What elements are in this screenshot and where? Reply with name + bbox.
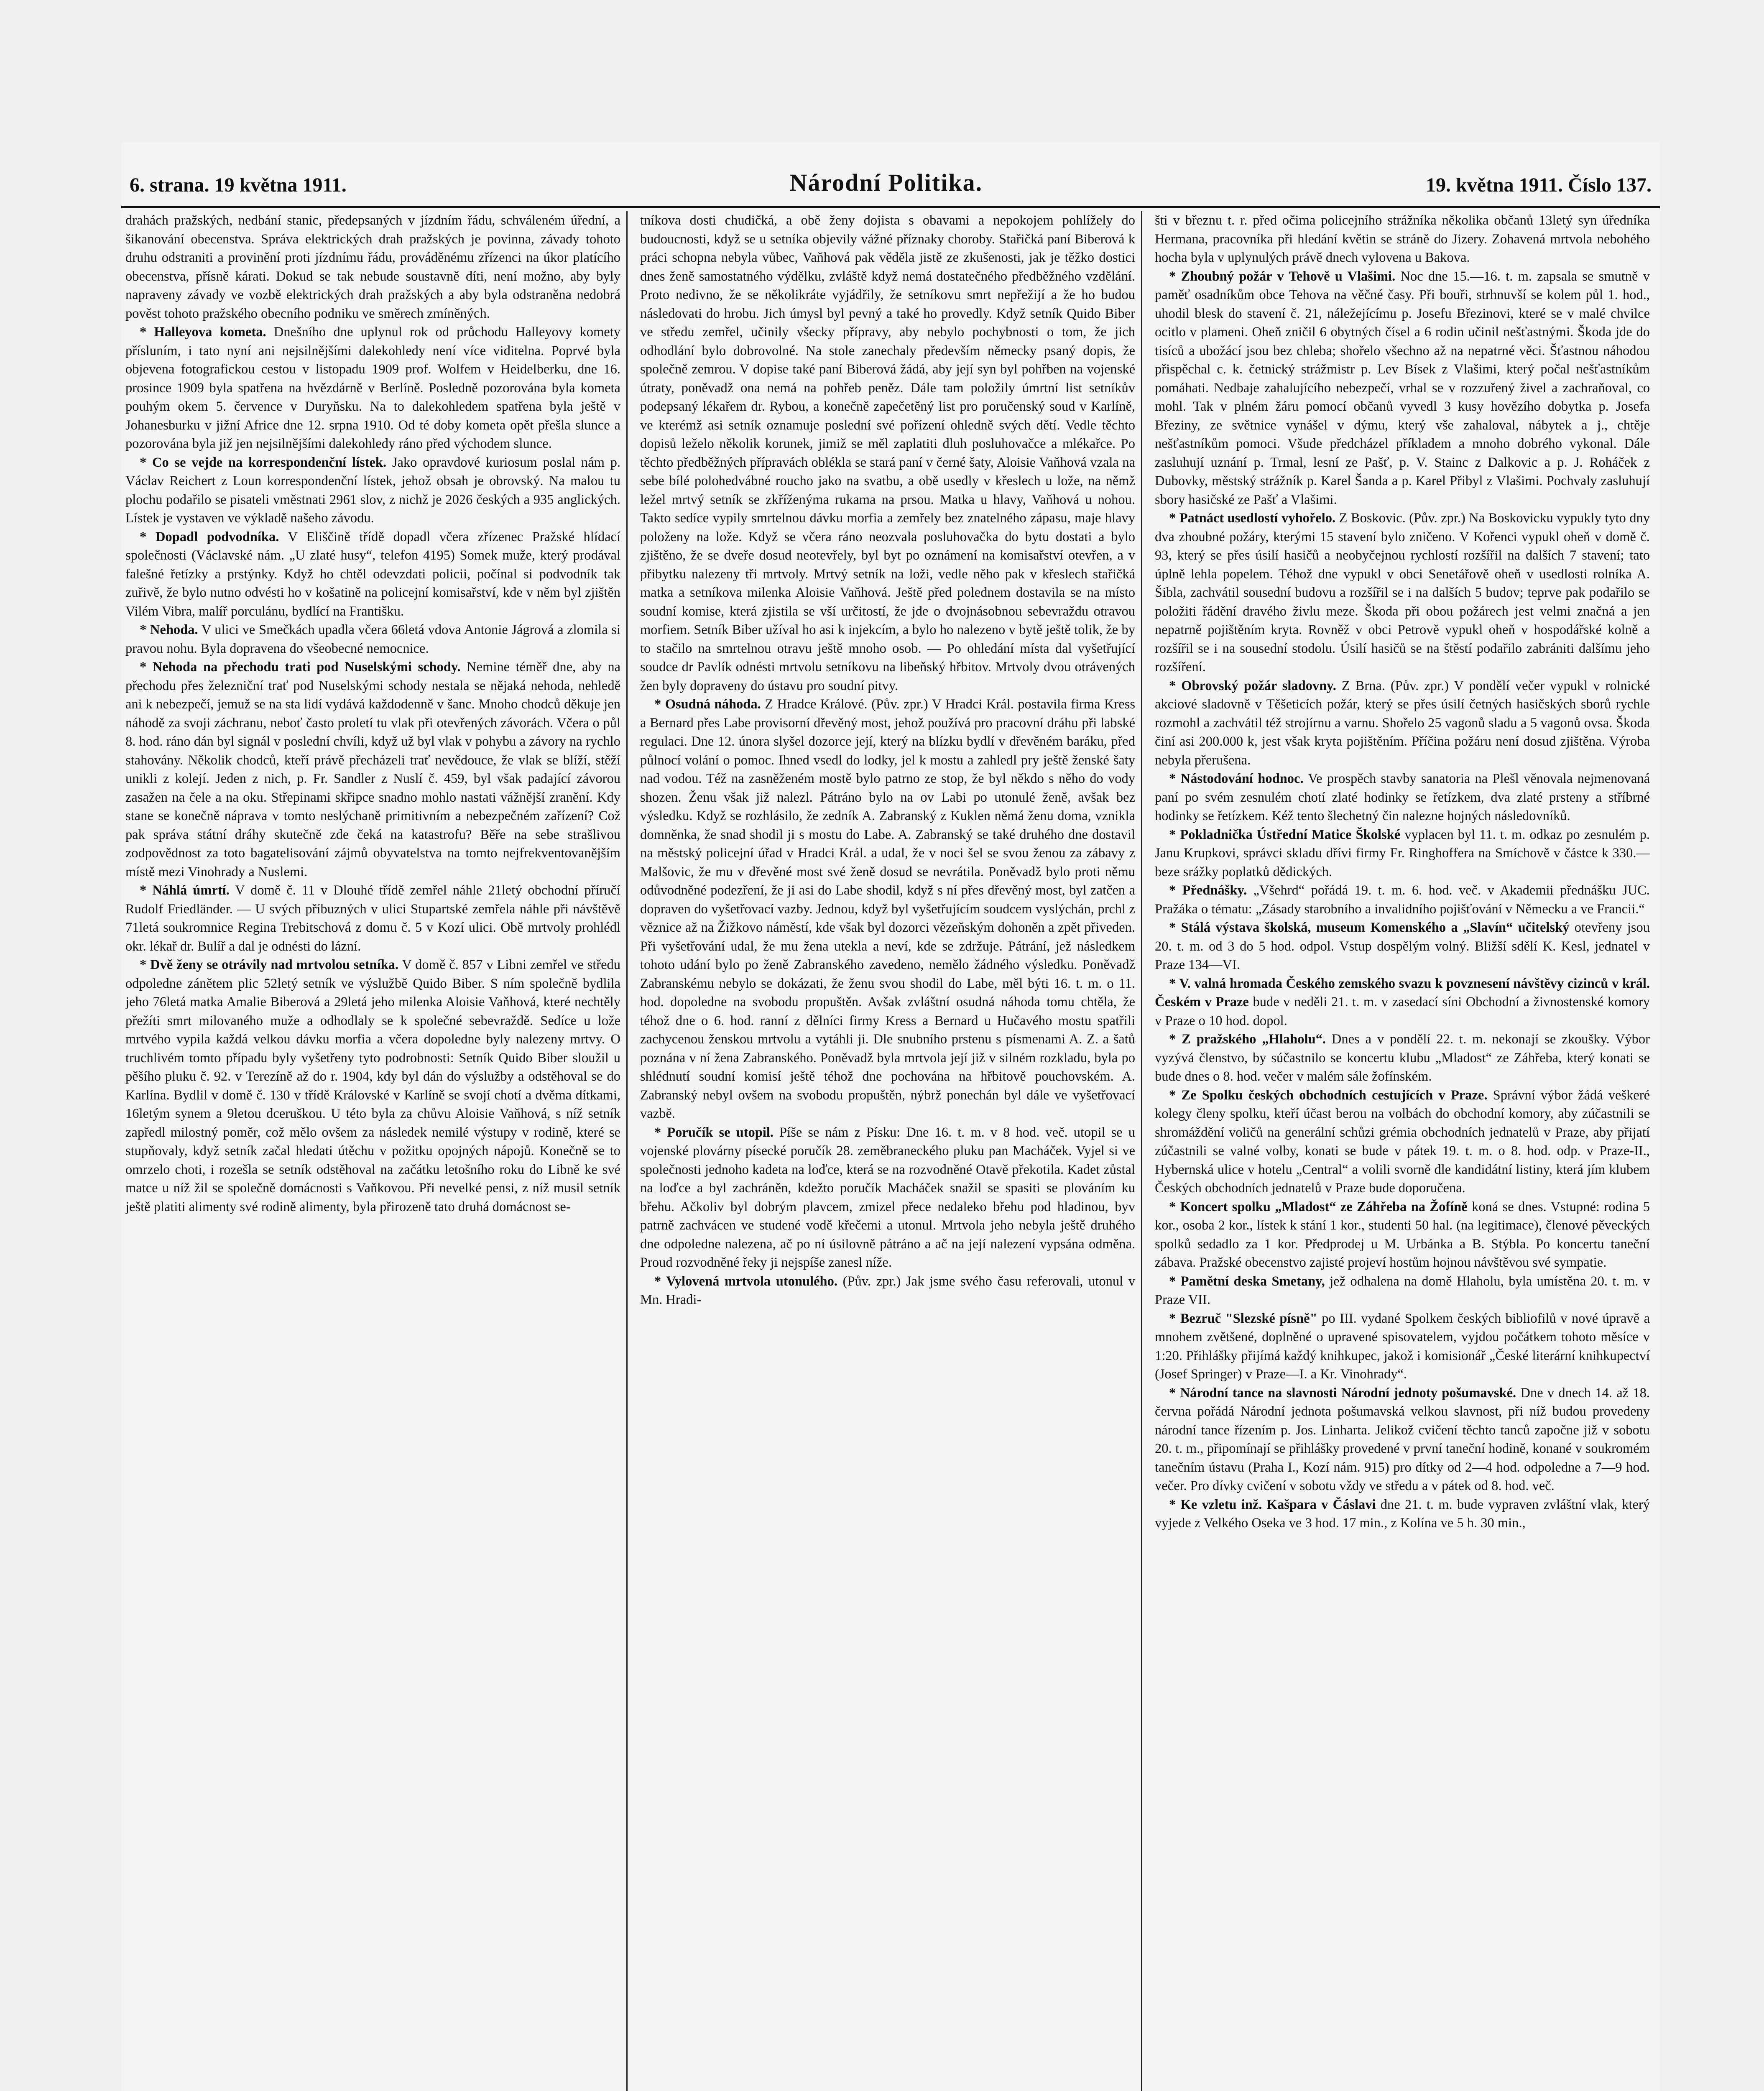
column-3 bbox=[1155, 211, 1656, 2091]
article-paragraph bbox=[125, 211, 620, 323]
article-text: jež odhalena na domě Hlaholu, byla umístěna 20. t. m. v Praze VII. bbox=[1155, 1273, 1650, 1307]
article-paragraph bbox=[1155, 918, 1650, 974]
article-text: dne 21. t. m. bude vypraven zvláštní vlak, který vyjede z Velkého Oseka ve 3 hod. 17 min., z Kolína ve 5 h. 30 min., bbox=[1155, 1497, 1650, 1531]
article-paragraph bbox=[1155, 769, 1650, 826]
article-paragraph bbox=[640, 1272, 1135, 1309]
article-heading: * Poručík se utopil. bbox=[654, 1125, 774, 1140]
header-rule bbox=[121, 206, 1660, 208]
article-text: V domě č. 857 v Libni zemřel ve středu odpoledne zánětem plic 52letý setník ve výslužbě Quido Biber. S ním společně bydlila jeho 76letá matka Amalie Biberová a 29letá jeho milenka Aloisie Vaňhová, které nechtěly přežíti smrt milovaného muže a odhodlaly se k společné sebevraždě. Sedíce u lože mrtvého vypila každá velkou dávku morfia a včera dopoledne byly nalezeny mrtvy. O truchlivém tomto případu byly vyšetřeny tyto podrobnosti: Setník Quido Biber sloužil u pěšího pluku č. 92. v Terezíně až do r. 1904, kdy byl dán do výslužby a odstěhoval se do Karlína. Bydlil v domě č. 130 v třídě Královské v Karlíně se svojí chotí a dvěma dítkami, 16letým synem a 9letou dceruškou. U této byla za chůvu Aloisie Vaňhová, s níž setník zapředl milostný poměr, což mělo ovšem za následek nemilé výstupy v rodině, které se stupňovaly, když setník začal hledati útěchu v požitku opojných nápojů. Konečně se to omrzelo choti, i rozešla se setník odstěhoval na začátku letošního roku do Libně ke své matce u níž žil se společně domácnosti s Vaňkovou. Při nevelké pensi, z níž musil setník ještě platiti alimenty své rodině alimenty, byla přirozeně tato druhá domácnost se- bbox=[125, 957, 620, 1214]
article-heading: * Bezruč "Slezské písně" bbox=[1169, 1311, 1317, 1326]
article-heading: * Nehoda na přechodu trati pod Nuselskými schody. bbox=[140, 660, 461, 675]
article-text: V ulici ve Smečkách upadla včera 66letá vdova Antonie Jágrová a zlomila si pravou nohu. Byla dopravena do všeobecné nemocnice. bbox=[125, 622, 620, 656]
article-paragraph bbox=[1155, 1030, 1650, 1086]
article-paragraph bbox=[1155, 1086, 1650, 1198]
article-heading: * Ke vzletu inž. Kašpara v Čáslavi bbox=[1169, 1497, 1376, 1512]
article-heading: * Zhoubný požár v Tehově u Vlašimi. bbox=[1169, 268, 1396, 284]
article-text: Ve prospěch stavby sanatoria na Plešl věnovala nejmenovaná paní po svém zesnulém chotí zlaté hodinky se řetízkem, dva zlaté prsteny a stříbrné hodinky se řetízkem. Kéž tento šlechetný čin nalezne hojných následovníků. bbox=[1155, 771, 1650, 823]
article-paragraph bbox=[1155, 1384, 1650, 1495]
article-paragraph bbox=[1155, 1272, 1650, 1309]
header-left: 6. strana. 19 května 1911. bbox=[130, 174, 347, 196]
article-text: Z Brna. (Pův. zpr.) V pondělí večer vypukl v rolnické akciové sladovně v Těšeticích požár, který se přes úsilí četných hasičských sborů rychle rozmohl a zachvátil též strojírnu a varnu. Shořelo 25 vagonů sladu a 5 vagonů ovsa. Škoda činí asi 200.000 k, jest však kryta pojištěním. Příčina požáru není dosud zjištěna. Výroba nebyla přerušena. bbox=[1155, 678, 1650, 768]
article-heading: * Nástodování hodnoc. bbox=[1169, 771, 1304, 786]
article-paragraph bbox=[1155, 267, 1650, 509]
article-text: drahách pražských, nedbání stanic, předepsaných v jízdním řádu, schváleném úřední, a šikanování obecenstva. Správa elektrických drah pražských je povinna, závady tohoto druhu odstraniti a provinění proti jízdnímu řádu, prováděnému zřízenci na úkor platícího obecenstva, přísně kárati. Dokud se tak nebude soustavně díti, není možno, aby byly napraveny závady ve vozbě elektrických drah pražských a aby byla odstraněna nedobrá pověst tohoto pražského obecního podniku ve směrech zmíněných. bbox=[125, 213, 620, 321]
article-paragraph bbox=[1155, 881, 1650, 918]
article-text: Píše se nám z Písku: Dne 16. t. m. v 8 hod. več. utopil se u vojenské plovárny písecké poručík 28. zeměbraneckého pluku pan Macháček. Vyjel si ve společnosti jednoho kadeta na loďce, která se na rozvodněné Otavě překotila. Kadet zůstal na loďce a byl zachráněn, kdežto poručík Macháček snažil se spasiti se plováním ku břehu. Ačkoliv byl dobrým plavcem, zmizel přece nedaleko břehu pod hladinou, byv patrně zachvácen ve studené vodě křečemi a utonul. Mrtvola jeho nebyla ještě druhého dne odpoledne nalezena, ač po ní úsilovně pátráno a ač na její nalezení vypsána odměna. Proud rozvodněné řeky ji nejspíše zanesl níže. bbox=[640, 1125, 1135, 1270]
article-heading: * Co se vejde na korrespondenční lístek. bbox=[140, 455, 387, 470]
article-paragraph bbox=[125, 528, 620, 621]
article-heading: * Náhlá úmrtí. bbox=[140, 883, 230, 898]
article-paragraph bbox=[1155, 1495, 1650, 1533]
article-paragraph bbox=[125, 881, 620, 956]
article-text: „Všehrd“ pořádá 19. t. m. 6. hod. več. v Akademii přednášku JUC. Pražáka o tématu: „Zásady starobního a invalidního pojišťování v Německu a ve Francii.“ bbox=[1155, 883, 1650, 917]
article-paragraph bbox=[125, 956, 620, 1216]
article-paragraph bbox=[125, 658, 620, 881]
article-text: Dnes a v pondělí 22. t. m. nekonají se zkoušky. Výbor vyzývá členstvo, by súčastnilo se koncertu klubu „Mladost“ ze Záhřeba, který konati se bude dnes o 8. hod. večer v malém sále žofínském. bbox=[1155, 1032, 1650, 1084]
article-paragraph bbox=[640, 695, 1135, 1123]
article-paragraph bbox=[1155, 211, 1650, 267]
article-paragraph bbox=[125, 453, 620, 528]
article-text: V domě č. 11 v Dlouhé třídě zemřel náhle 21letý obchodní příručí Rudolf Friedländer. — U svých příbuzných v ulici Stupartské zemřela náhle při návštěvě 71letá soukromnice Regina Trebitschová z domu č. 5 v Kozí ulici. Obě mrtvoly prohlédl okr. lékař dr. Bulíř a dal je odnésti do lázní. bbox=[125, 883, 620, 954]
article-heading: * V. valná hromada Českého zemského svazu k povznesení návštěvy cizinců v král. Českém v Praze bbox=[1155, 976, 1650, 1010]
article-text: Dnešního dne uplynul rok od průchodu Halleyovy komety přísluním, i tato nyní ani nejsilnějšími dalekohledy není více viditelna. Poprvé byla objevena fotografickou cestou v listopadu 1909 prof. Wolfem v Heidelberku, dne 16. prosince 1909 byla spatřena na hvězdárně v Berlíně. Posledně pozorována byla kometa pouhým okem 5. července v Duryňsku. Na to dalekohledem spatřena byla ještě v Johanesburku v jižní Africe dne 12. srpna 1910. Od té doby kometa opět přešla slunce a pozorována byla již jen nejsilnějšími dalekohledy ráno před východem slunce. bbox=[125, 325, 620, 451]
article-heading: * Dopadl podvodníka. bbox=[140, 529, 279, 544]
article-heading: * Vylovená mrtvola utonulého. bbox=[654, 1273, 837, 1289]
article-paragraph bbox=[125, 323, 620, 453]
article-paragraph bbox=[1155, 1309, 1650, 1384]
article-paragraph bbox=[1155, 677, 1650, 770]
column-2 bbox=[640, 211, 1142, 2091]
article-text: (Pův. zpr.) Jak jsme svého času referovali, utonul v Mn. Hradi- bbox=[640, 1273, 1136, 1307]
article-heading: * Patnáct usedlostí vyhořelo. bbox=[1169, 511, 1336, 526]
article-heading: * Halleyova kometa. bbox=[140, 325, 266, 340]
article-heading: * Pokladnička Ústřední Matice Školské bbox=[1169, 827, 1401, 842]
article-heading: * Z pražského „Hlaholu“. bbox=[1169, 1032, 1326, 1047]
article-paragraph bbox=[1155, 826, 1650, 882]
article-text: vyplacen byl 11. t. m. odkaz po zesnulém p. Janu Krupkovi, správci skladu dřívi firmy Fr. Ringhoffera na Smíchově v částce k 330.— beze srážky poplatků dědických. bbox=[1155, 827, 1650, 879]
article-heading: * Dvě ženy se otrávily nad mrtvolou setníka. bbox=[140, 957, 399, 972]
article-text: šti v březnu t. r. před očima policejního strážníka několika občanů 13letý syn úředníka Hermana, pracovníka při hledání květin se stráně do Jizery. Zohavená mrtvola nebohého hocha byla v uplynulých právě dnech vylovena u Bakova. bbox=[1155, 213, 1650, 265]
article-text: Jako opravdové kuriosum poslal nám p. Václav Reichert z Loun korrespondenční lístek, jehož obsah je obrovský. Na malou tu plochu podařilo se pisateli vměstnati 2961 slov, z nichž je 2026 českých a 935 anglických. Lístek je vystaven ve výkladě našeho závodu. bbox=[125, 455, 620, 526]
article-text: Noc dne 15.—16. t. m. zapsala se smutně v paměť osadníkům obce Tehova na věčné časy. Při bouři, strhnuvší se kolem půl 1. hod., uhodil blesk do stavení č. 21, náležejícímu p. Josefu Březinovi, které se v malé chvilce ocitlo v plameni. Oheň zničil 6 obytných čísel a 6 rodin učinil nešťastnými. Škoda jde do tisíců a ubožácí jsou bez chleba; shořelo všechno až na nepatrné věci. Šťastnou náhodou přispěchal c. k. četnický strážmistr p. Lev Bísek z Vlašimi, který počal nešťastníkům pomáhati. Nedbaje zahalujícího nebezpečí, vrhal se v rozzuřený živel a zachraňoval, co mohl. Tak v plném žáru pomocí občanů vyvedl 3 kusy hovězího dobytka p. Josefa Březiny, ze světnice vynášel v dýmu, který vše zahaloval, nábytek a j., chtěje nešťastníkům pomoci. Všude předcházel příkladem a mnoho dobrého vykonal. Dále zasluhují uznání p. Trmal, lesní ze Pašť, p. V. Stainc z Dalkovic a p. J. Roháček z Dubovky, městský strážník p. Karel Šanda a p. Karel Přibyl z Vlašimi. Pochvaly zasluhují sbory hasičské ze Pašť a Vlašimi. bbox=[1155, 268, 1650, 507]
article-heading: * Stálá výstava školská, museum Komenského a „Slavín“ učitelský bbox=[1169, 920, 1570, 935]
article-text: Z Boskovic. (Pův. zpr.) Na Boskovicku vypukly tyto dny dva zhoubné požáry, kterými 15 stavení bylo zničeno. V Kořenci vypukl oheň v domě č. 93, který se přes úsilí hasičů a neobyčejnou rychlostí rozšířil na dalších 7 stavení; tato úplně lehla popelem. Téhož dne vypukl v obci Senetářově oheň v usedlosti rolníka A. Šibla, zachvátil sousední budovu a rozšířil se i na dalších 5 budov; teprve pak podařilo se položiti řádění dravého živlu meze. Škoda při obou požárech jest velmi značná a jen nepatrně pojištěním kryta. Rovněž v obci Petrově vypukl oheň v hospodářské kolně a rozšířil se i na sousední stodolu. Úsilí hasičů se na štěstí podařilo zabrániti dalšímu jeho rozšíření. bbox=[1155, 511, 1650, 675]
article-heading: * Přednášky. bbox=[1169, 883, 1247, 898]
page-header bbox=[121, 159, 1660, 201]
article-text: Správní výbor žádá veškeré kolegy členy spolku, kteří účast berou na volbách do obchodní komory, aby zúčastnili se shromáždění voličů na generální schůzi grémia obchodních jednatelů v Praze, aby přijatí zúčastnili se valné volby, konati se bude v pátek 19. t. m. o 8. hod. odp. v Praze-II., Hybernská ulice v hotelu „Central“ a volili svorně dle kandidátní listiny, která jím klubem Českých obchodních jednatelů v Praze bude doporučena. bbox=[1155, 1087, 1650, 1196]
article-paragraph bbox=[640, 1123, 1135, 1272]
column-1 bbox=[125, 211, 628, 2091]
article-paragraph bbox=[640, 211, 1135, 695]
article-paragraph bbox=[125, 621, 620, 658]
article-text: Dne v dnech 14. až 18. června pořádá Národní jednota pošumavská velkou slavnost, při níž budou provedeny národní tance řízením p. Jos. Linharta. Jelikož cvičení těchto tanců započne již v sobotu 20. t. m., připomínají se přihlášky provedené v první taneční hodině, konané v soukromém tanečním ústavu (Praha I., Kozí nám. 915) pro dítky od 2—4 hod. odpoledne a 7—9 hod. večer. Pro dívky cvičení v sobotu vždy ve středu a v pátek od 8. hod. več. bbox=[1155, 1385, 1650, 1493]
article-heading: * Koncert spolku „Mladost“ ze Záhřeba na Žofíně bbox=[1169, 1199, 1468, 1214]
article-paragraph bbox=[1155, 509, 1650, 677]
article-heading: * Národní tance na slavnosti Národní jednoty pošumavské. bbox=[1169, 1385, 1516, 1401]
masthead-title: Národní Politika. bbox=[789, 169, 983, 196]
article-text: tníkova dosti chudičká, a obě ženy dojista s obavami a nepokojem pohlížely do budoucnosti, když se u setníka objevily vážné příznaky choroby. Stařičká paní Biberová k práci schopna nebyla vůbec, Vaňhová pak věděla jistě ze zkušenosti, jak je těžko dostici dnes ženě samostatného výdělku, zvláště když nemá dostatečného předběžného vzdělání. Proto nedivno, že se několikráte vyjádřily, že setníkovu smrt nepřežijí a že ho budou následovati do hrobu. Jich úmysl byl pevný a také ho provedly. Když setník Quido Biber ve středu zemřel, učinily všecky přípravy, aby nebylo pochybnosti o tom, že jich odhodlání bylo dobrovolné. Na stole zanechaly především německy psaný dopis, že společně zemrou. V dopise také paní Biberová žádá, aby její syn byl pohřben na vojenské útraty, poněvadž ona nemá na pohřeb peněz. Dále tam položily úmrtní list setníkův podepsaný lékařem dr. Rybou, a konečně zapečetěný list pro poručenský soud v Karlíně, ve kterémž asi setník oznamuje poslední své pořízení ohledně svých dětí. Vedle těchto dopisů leželo několik korunek, jimiž se měl zaplatiti dluh posluhovačce a mlékařce. Po těchto předběžných přípravách oblékla se stará paní v černé šaty, Aloisie Vaňhová vzala na sebe bílé polohedvábné roucho jako na svatbu, a obě usedly v křeslech u lože, na němž ležel mrtvý setník se zkříženýma rukama na prsou. Matka u hlavy, Vaňhová u nohou. Takto sedíce vypily smrtelnou dávku morfia a zemřely bez znatelného zápasu, maje hlavy položeny na lože. Když se včera ráno neozvala posluhovačka do bytu dostati a bylo zjištěno, že se dveře dosud neotevřely, byl byt po oznámení na komisařství otevřen, a v přibytku nalezeny tři mrtvoly. Mrtvý setník na loži, vedle něho pak v křeslech stařičká matka a setníkova milenka Aloisie Vaňhová. Ještě před polednem dostavila se na místo soudní komise, která zjistila se vší určitostí, že jde o dvojnásobnou sebevraždu otravou morfiem. Setník Biber užíval ho asi k injekcím, a bylo ho nalezeno v bytě ještě tolik, že by to stačilo na smrtelnou otravu ještě mnoho osob. — Po ohledání místa dal vyšetřující soudce dr Pavlík odnésti mrtvolu setníkovu na libeňský hřbitov. Mrtvoly dvou otrávených žen byly dopraveny do ústavu pro soudní pitvy. bbox=[640, 213, 1135, 693]
article-text: Nemine téměř dne, aby na přechodu přes železniční trať pod Nuselskými schody nestala se nějaká nehoda, nehledě ani k nebezpečí, jemuž se na sta lidí vydává každodenně v šanc. Mnoho chodců děkuje jen náhodě za svoji záchranu, neboť často proletí tu vlak při otevřených závorách. Včera o půl 8. hod. ráno dán byl signál v poslední chvíli, když už byl vlak v pohybu a závory na rychlo stahovány. Několik chodců, kteří právě přecházeli trať nevědouce, že vlak se blíží, stěží unikli z kolejí. Jeden z nich, p. Fr. Sandler z Nuslí č. 459, byl však padající závorou zasažen na čele a na oku. Střepinami skřipce snadno mohlo nastati vážnější zranění. Kdy stane se konečně náprava v tomto neslýchaně primitivním a nebezpečném zařízení? Což pak správa státní dráhy skutečně zde čeká na katastrofu? Běře na sebe strašlivou zodpovědnost za toto bagatelisování zájmů obyvatelstva na tomto nejfrekventovanějším místě mezi Vinohrady a Nuslemi. bbox=[125, 660, 621, 879]
article-paragraph bbox=[1155, 1198, 1650, 1272]
article-paragraph bbox=[1155, 974, 1650, 1030]
article-text: bude v neděli 21. t. m. v zasedací síni Obchodní a živnostenské komory v Praze o 10 hod. dopol. bbox=[1155, 994, 1650, 1028]
article-text: koná se dnes. Vstupné: rodina 5 kor., osoba 2 kor., lístek k stání 1 kor., studenti 50 hal. (na legitimace), členové pěveckých spolků sedadlo za 1 kor. Předprodej u M. Urbánka a B. Stýbla. Po koncertu taneční zábava. Pražské obecenstvo zajisté projeví hostům hojnou návštěvou své sympatie. bbox=[1155, 1199, 1650, 1270]
article-text: Z Hradce Králové. (Pův. zpr.) V Hradci Král. postavila firma Kress a Bernard přes Labe provisorní dřevěný most, jehož používá pro pracovní dráhu při labské regulaci. Dne 12. února slyšel dozorce její, který na blízku bydlí v dřevěném baráku, před půlnocí volání o pomoc. Ihned vsedl do lodky, jel k mostu a zahledl pry ještě ženské šaty nad vodou. Též na zasněženém mostě bylo patrno ze stop, že byl někdo s něho do vody shozen. Ženu však již nalezl. Pátráno bylo na ov Labi po utonulé ženě, avšak bez výsledku. Když se rozhlásilo, že zedník A. Zabranský z Kuklen němá ženu doma, vznikla domněnka, že snad shodil ji s mostu do Labe. A. Zabranský se také druhého dne dostavil na městský policejní úřad v Hradci Král. a udal, že v noci šel se svou ženou za zábavy z Malšovic, že mu v dřevěné most své ženě dosud se nevrátila. Poněvadž bylo proti němu odůvodněné podezření, že ji asi do Labe shodil, když s ní přes dřevěný most, byl zatčen a dopraven do vyšetřovací vazby. Jednou, když byl vyšetřujícím soudcem vyslýchán, prchl z věznice až na Žižkovo náměstí, kde však byl dozorci vězeňským dohoněn a zpět přiveden. Při vyšetřování udal, že mu žena utekla a neví, kde se zdržuje. Pátrání, jež následkem tohoto udání bylo po ženě Zabranského zavedeno, nemělo žádného výsledku. Poněvadž Zabranskému nebylo se dokázati, že ženu svou shodil do Labe, měl býti 16. t. m. o 11. hod. dopoledne na svobodu propuštěn. Avšak zvláštní osudná náhoda tomu chtěla, že téhož dne o 6. hod. ranní z dělníci firmy Kress a Bernard u Hučavého mostu spatřili zachycenou ženskou mrtvolu a vytáhli ji. Dle snubního prstenu s písmenami A. Z. a šatů poznána v ní žena Zabranského. Poněvadž byla mrtvola její již v silném rozkladu, byla po shlédnutí soudní komisí ještě téhož dne pochována na hřbitově pouchovském. A. Zabranský nebyl ovšem na svobodu propuštěn, nýbrž ponechán byl dále ve vyšetřovací vazbě. bbox=[640, 697, 1135, 1121]
article-heading: * Pamětní deska Smetany, bbox=[1169, 1273, 1325, 1289]
columns-container bbox=[121, 211, 1660, 2091]
article-heading: * Obrovský požár sladovny. bbox=[1169, 678, 1336, 693]
article-text: po III. vydané Spolkem českých bibliofilů v nové úpravě a mnohem zvětšené, doplněné o upravené spisovatelem, vyjdou počátkem tohoto měsíce v 1:20. Přihlášky přijímá každý knihkupec, jakož i komisionář „České literární knihkupectví (Josef Springer) v Praze—I. a Kr. Vinohrady“. bbox=[1155, 1311, 1650, 1382]
article-text: otevřeny jsou 20. t. m. od 3 do 5 hod. odpol. Vstup dospělým volný. Bližší sdělí K. Kesl, jednatel v Praze 134—VI. bbox=[1155, 920, 1650, 972]
header-right: 19. května 1911. Číslo 137. bbox=[1425, 174, 1652, 196]
article-heading: * Nehoda. bbox=[140, 622, 198, 637]
article-text: V Eliščině třídě dopadl včera zřízenec Pražské hlídací společnosti (Václavské nám. „U zlaté husy“, telefon 4195) Somek muže, který prodával falešné řetízky a prstýnky. Když ho chtěl odevzdati policii, počínal si podvodník tak zuřivě, že bylo nutno odvésti ho v košatině na policejní komisařství, kde v něm byl zjištěn Vilém Vibra, malíř porculánu, bydlící na Františku. bbox=[125, 529, 620, 619]
article-heading: * Ze Spolku českých obchodních cestujících v Praze. bbox=[1169, 1087, 1488, 1103]
newspaper-page bbox=[121, 142, 1660, 2091]
article-heading: * Osudná náhoda. bbox=[654, 697, 761, 712]
